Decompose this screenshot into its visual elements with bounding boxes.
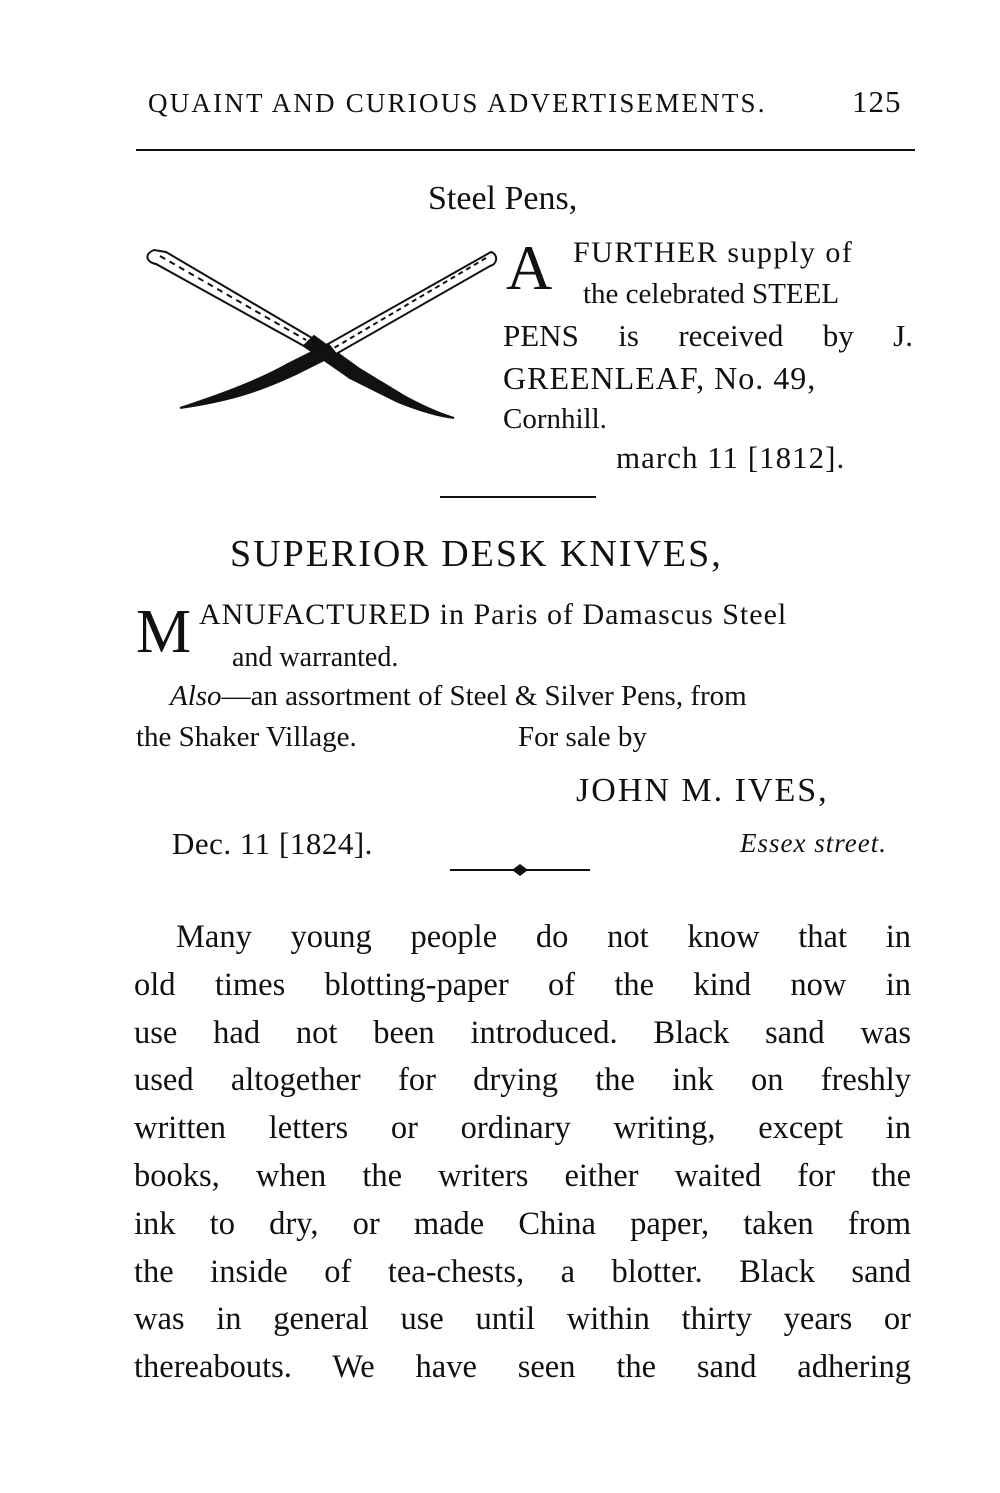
ad2-title: SUPERIOR DESK KNIVES, <box>230 533 723 575</box>
ad2-drop-cap: M <box>136 598 192 666</box>
separator-rule <box>440 496 596 498</box>
body-line: the inside of tea-chests, a blotter. Black sand <box>134 1253 911 1290</box>
ad1-word: PENS <box>503 318 579 353</box>
ad2-line: and warranted. <box>232 642 399 673</box>
body-line: books, when the writers either waited for the <box>134 1157 911 1194</box>
body-line: was in general use until within thirty years or <box>134 1301 911 1338</box>
body-line: Many young people do not know that in <box>176 919 911 955</box>
ad1-line: GREENLEAF, No. 49, <box>503 360 817 396</box>
ad1-line: FURTHER supply of <box>573 236 854 269</box>
ad2-also-label: Also <box>170 680 222 712</box>
crossed-pens-illustration <box>136 236 501 426</box>
ad1-date: march 11 [1812]. <box>616 440 846 475</box>
body-line: old times blotting-paper of the kind now in <box>134 966 911 1003</box>
diamond-ornament-rule <box>450 862 590 878</box>
body-line: thereabouts. We have seen the sand adhering <box>134 1349 911 1386</box>
ad1-line: Cornhill. <box>503 403 607 435</box>
ad2-seller: JOHN M. IVES, <box>576 772 829 809</box>
ad2-line: For sale by <box>518 721 647 753</box>
ad1-word: is <box>618 318 639 353</box>
ad1-word: by <box>822 318 854 353</box>
ad1-word: received <box>678 318 784 353</box>
ad2-date: Dec. 11 [1824]. <box>172 826 373 861</box>
body-line: ink to dry, or made China paper, taken from <box>134 1205 911 1242</box>
header-rule <box>136 149 915 151</box>
ad2-line-rest: —an assortment of Steel & Silver Pens, from <box>221 680 747 712</box>
ad1-line: the celebrated STEEL <box>583 278 840 310</box>
ad1-word: J. <box>893 318 913 353</box>
body-line: used altogether for drying the ink on freshly <box>134 1062 911 1099</box>
body-line: use had not been introduced. Black sand was <box>134 1014 911 1051</box>
ad2-line-content <box>170 680 747 713</box>
ad2-line: ANUFACTURED in Paris of Damascus Steel <box>199 598 788 631</box>
running-head: QUAINT AND CURIOUS ADVERTISEMENTS. <box>148 88 767 118</box>
ad2-line <box>170 680 910 713</box>
body-paragraph <box>134 914 911 1392</box>
ad1-line <box>503 318 913 354</box>
ad1-drop-cap: A <box>506 232 553 303</box>
ad2-line: the Shaker Village. <box>136 721 357 753</box>
page-number: 125 <box>852 84 902 119</box>
body-line: written letters or ordinary writing, except in <box>134 1110 911 1147</box>
ad1-title: Steel Pens, <box>428 180 578 217</box>
ad2-street: Essex street. <box>740 828 887 858</box>
